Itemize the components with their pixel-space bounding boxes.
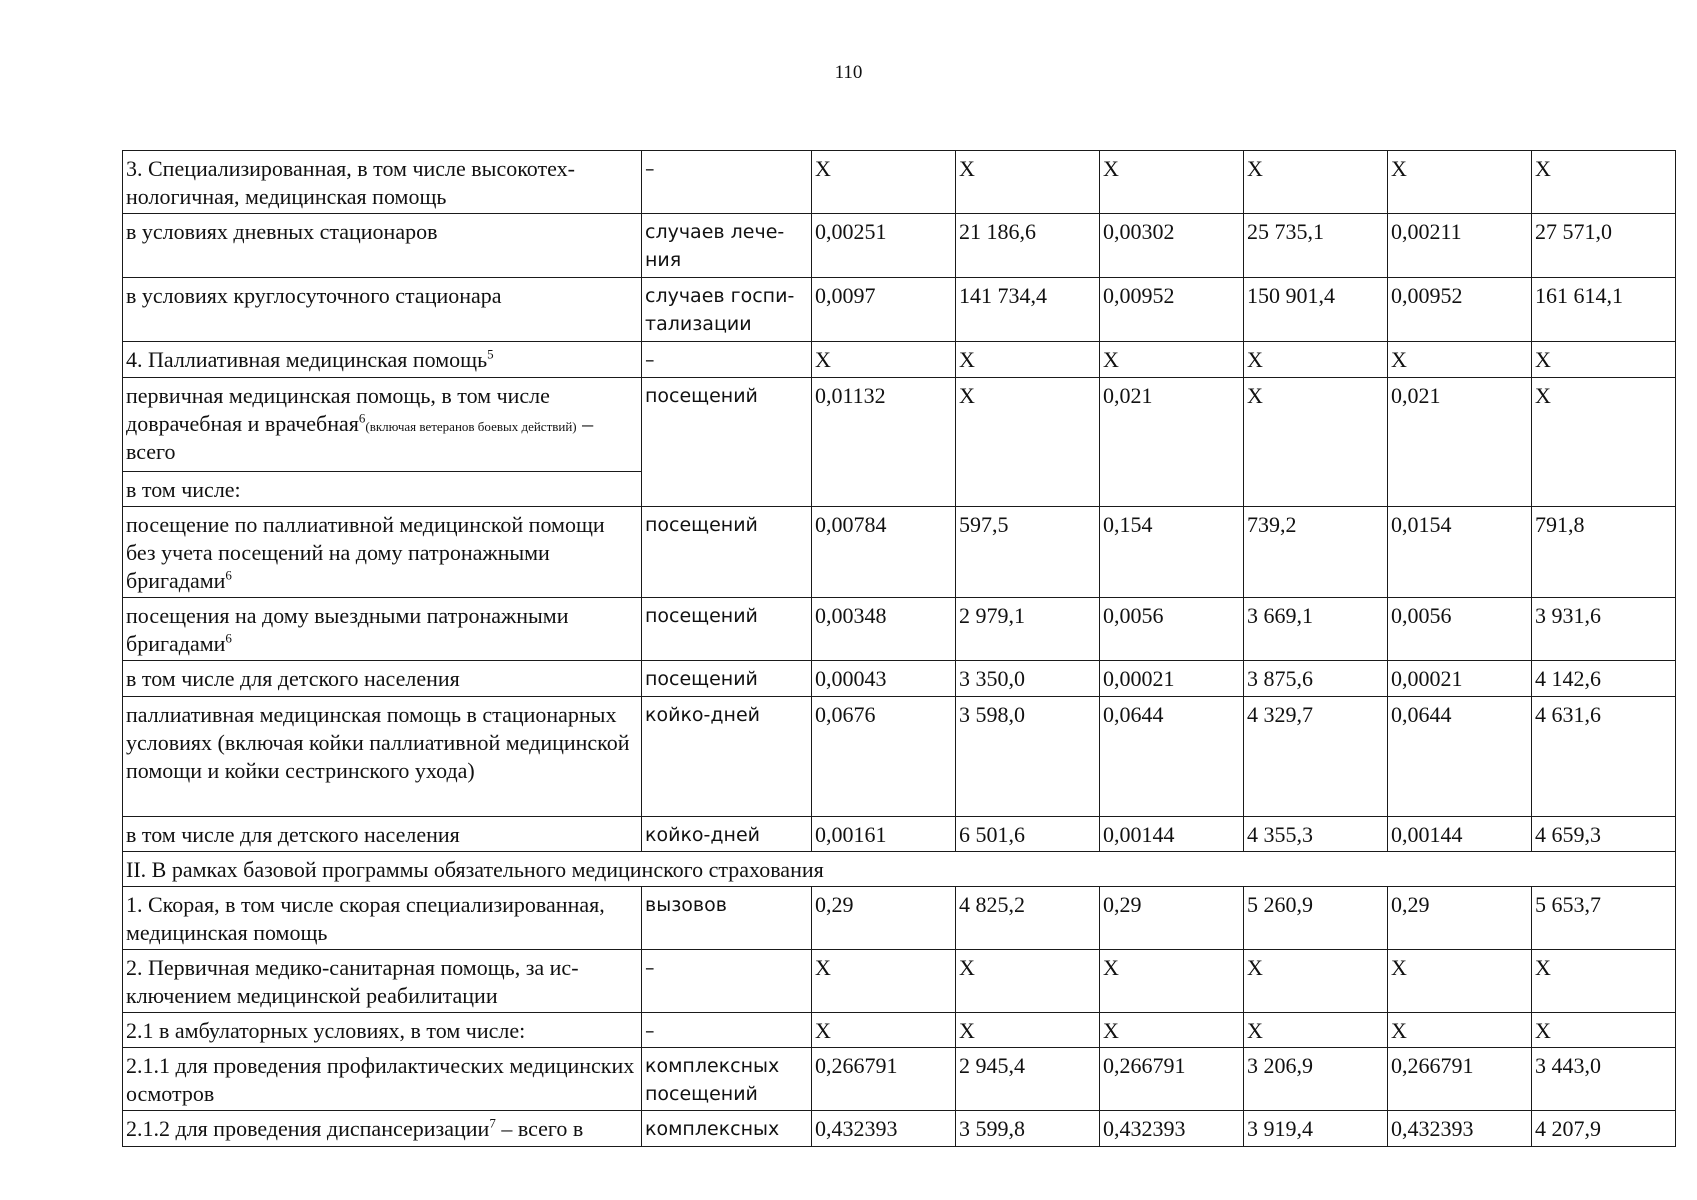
value-cell: Х <box>812 151 956 214</box>
value-cell: 0,00784 <box>812 507 956 598</box>
value-cell: 0,0154 <box>1388 507 1532 598</box>
value-cell: Х <box>1532 1013 1676 1048</box>
value-cell: Х <box>956 1013 1100 1048</box>
value-cell: 0,29 <box>1100 887 1244 950</box>
value-cell: 0,0097 <box>812 278 956 342</box>
value-cell: 3 875,6 <box>1244 661 1388 697</box>
value-cell: 0,00144 <box>1388 817 1532 852</box>
section-heading: II. В рамках базовой программы обязательного медицинского страхования <box>123 852 1676 887</box>
value-cell: 3 443,0 <box>1532 1048 1676 1111</box>
value-cell: Х <box>1388 342 1532 378</box>
value-cell: 25 735,1 <box>1244 214 1388 278</box>
table-row <box>123 697 1676 817</box>
value-cell: 0,00952 <box>1100 278 1244 342</box>
value-cell: 0,0676 <box>812 697 956 817</box>
value-cell: Х <box>1532 950 1676 1013</box>
footnote-mark: 7 <box>489 1115 496 1131</box>
row-label <box>123 507 642 598</box>
row-label-text: посещение по паллиативной медицинской помощи без учета посещений на дому патронажными бригадами <box>126 512 605 593</box>
value-cell: 2 979,1 <box>956 598 1100 661</box>
row-label: 3. Специализированная, в том числе высокотехнологичная, медицинская помощь <box>123 151 642 214</box>
unit-cell: случаев лечения <box>642 214 812 278</box>
section-row <box>123 852 1676 887</box>
table-row <box>123 598 1676 661</box>
value-cell: 4 142,6 <box>1532 661 1676 697</box>
value-cell: Х <box>956 342 1100 378</box>
row-label-text: посещения на дому выездными патронажными бригадами <box>126 603 569 656</box>
footnote-mark: 6 <box>225 630 232 646</box>
table-row <box>123 817 1676 852</box>
footnote-mark: 6 <box>225 567 232 583</box>
footnote-mark: 5 <box>487 346 494 362</box>
row-label: в условиях дневных стационаров <box>123 214 642 278</box>
value-cell: 0,432393 <box>1388 1111 1532 1147</box>
value-cell: 4 355,3 <box>1244 817 1388 852</box>
value-cell: Х <box>1100 950 1244 1013</box>
value-cell: Х <box>1100 151 1244 214</box>
row-label: 2. Первичная медико-санитарная помощь, за исключением медицинской реабилитации <box>123 950 642 1013</box>
value-cell: 0,0644 <box>1388 697 1532 817</box>
unit-cell: посещений <box>642 378 812 507</box>
value-cell: 27 571,0 <box>1532 214 1676 278</box>
value-cell: 0,01132 <box>812 378 956 507</box>
value-cell: 3 599,8 <box>956 1111 1100 1147</box>
value-cell: 2 945,4 <box>956 1048 1100 1111</box>
value-cell: 0,266791 <box>1100 1048 1244 1111</box>
table-row <box>123 1111 1676 1147</box>
value-cell: Х <box>1532 151 1676 214</box>
value-cell: 150 901,4 <box>1244 278 1388 342</box>
value-cell: 0,432393 <box>812 1111 956 1147</box>
value-cell: 0,0056 <box>1100 598 1244 661</box>
value-cell: Х <box>1100 342 1244 378</box>
value-cell: 4 631,6 <box>1532 697 1676 817</box>
table-row <box>123 661 1676 697</box>
value-cell: 0,00144 <box>1100 817 1244 852</box>
unit-cell: – <box>642 950 812 1013</box>
value-cell: Х <box>812 950 956 1013</box>
value-cell: 0,00952 <box>1388 278 1532 342</box>
table-row <box>123 507 1676 598</box>
row-label <box>123 378 642 472</box>
table-row <box>123 1013 1676 1048</box>
value-cell: 0,29 <box>812 887 956 950</box>
value-cell: Х <box>1244 378 1388 507</box>
value-cell: 3 669,1 <box>1244 598 1388 661</box>
row-label: 2.1.1 для проведения профилактических медицинских осмотров <box>123 1048 642 1111</box>
unit-cell: посещений <box>642 661 812 697</box>
value-cell: Х <box>1244 1013 1388 1048</box>
row-label <box>123 342 642 378</box>
value-cell: Х <box>1532 378 1676 507</box>
row-label <box>123 598 642 661</box>
row-label: в том числе: <box>123 472 642 507</box>
unit-cell: – <box>642 1013 812 1048</box>
unit-cell: посещений <box>642 507 812 598</box>
row-label: в условиях круглосуточного стационара <box>123 278 642 342</box>
value-cell: 0,00021 <box>1100 661 1244 697</box>
value-cell: 0,021 <box>1388 378 1532 507</box>
table-row <box>123 1048 1676 1111</box>
value-cell: 0,29 <box>1388 887 1532 950</box>
value-cell: 6 501,6 <box>956 817 1100 852</box>
row-label-note: (включая ветеранов боевых действий) <box>365 419 577 434</box>
row-label: в том числе для детского населения <box>123 661 642 697</box>
table-row <box>123 950 1676 1013</box>
row-label-text: 2.1.2 для проведения диспансеризации <box>126 1116 490 1141</box>
value-cell: 0,00251 <box>812 214 956 278</box>
row-label-suffix: – всего в <box>495 1116 584 1141</box>
value-cell: Х <box>956 950 1100 1013</box>
row-label-text: 4. Паллиативная медицинская помощь <box>126 347 488 372</box>
value-cell: 4 207,9 <box>1532 1111 1676 1147</box>
value-cell: 0,0056 <box>1388 598 1532 661</box>
row-label: 2.1 в амбулаторных условиях, в том числе: <box>123 1013 642 1048</box>
value-cell: Х <box>812 1013 956 1048</box>
unit-cell: койко-дней <box>642 817 812 852</box>
value-cell: 0,00211 <box>1388 214 1532 278</box>
unit-cell: койко-дней <box>642 697 812 817</box>
value-cell: 3 931,6 <box>1532 598 1676 661</box>
page-number: 110 <box>834 62 863 83</box>
value-cell: Х <box>1388 1013 1532 1048</box>
value-cell: 3 598,0 <box>956 697 1100 817</box>
value-cell: 0,266791 <box>812 1048 956 1111</box>
value-cell: Х <box>1388 151 1532 214</box>
value-cell: 0,0644 <box>1100 697 1244 817</box>
value-cell: 739,2 <box>1244 507 1388 598</box>
unit-cell: – <box>642 151 812 214</box>
unit-cell: комплексных посещений <box>642 1048 812 1111</box>
value-cell: 5 260,9 <box>1244 887 1388 950</box>
row-label-text: первичная медицинская помощь, в том числе доврачебная и врачебная <box>126 383 550 436</box>
value-cell: 161 614,1 <box>1532 278 1676 342</box>
value-cell: 0,266791 <box>1388 1048 1532 1111</box>
value-cell: 4 825,2 <box>956 887 1100 950</box>
value-cell: 0,00302 <box>1100 214 1244 278</box>
value-cell: 4 659,3 <box>1532 817 1676 852</box>
value-cell: Х <box>1388 950 1532 1013</box>
table-row <box>123 342 1676 378</box>
row-label <box>123 1111 642 1147</box>
row-label: в том числе для детского населения <box>123 817 642 852</box>
row-label-suffix: – всего <box>126 411 594 464</box>
value-cell: Х <box>1244 342 1388 378</box>
unit-cell: посещений <box>642 598 812 661</box>
unit-cell: вызовов <box>642 887 812 950</box>
value-cell: Х <box>1244 151 1388 214</box>
table-row <box>123 214 1676 278</box>
table-row <box>123 278 1676 342</box>
table-row <box>123 378 1676 472</box>
value-cell: Х <box>956 151 1100 214</box>
value-cell: 5 653,7 <box>1532 887 1676 950</box>
value-cell: 0,154 <box>1100 507 1244 598</box>
unit-cell: – <box>642 342 812 378</box>
value-cell: 0,432393 <box>1100 1111 1244 1147</box>
value-cell: 3 919,4 <box>1244 1111 1388 1147</box>
value-cell: 597,5 <box>956 507 1100 598</box>
value-cell: 0,00348 <box>812 598 956 661</box>
value-cell: Х <box>812 342 956 378</box>
unit-cell: комплексных <box>642 1111 812 1147</box>
table-row <box>123 151 1676 214</box>
document-table <box>122 150 1676 1147</box>
unit-cell: случаев госпитализации <box>642 278 812 342</box>
value-cell: Х <box>1244 950 1388 1013</box>
value-cell: 3 206,9 <box>1244 1048 1388 1111</box>
row-label: паллиативная медицинская помощь в стационарных условиях (включая койки паллиативной медицинской помощи и койки сестринского ухода) <box>123 697 642 817</box>
row-label: 1. Скорая, в том числе скорая специализированная, медицинская помощь <box>123 887 642 950</box>
footnote-mark: 6 <box>358 410 366 426</box>
value-cell: 3 350,0 <box>956 661 1100 697</box>
value-cell: 0,00043 <box>812 661 956 697</box>
value-cell: Х <box>956 378 1100 507</box>
value-cell: 21 186,6 <box>956 214 1100 278</box>
value-cell: 0,021 <box>1100 378 1244 507</box>
value-cell: 791,8 <box>1532 507 1676 598</box>
value-cell: Х <box>1532 342 1676 378</box>
value-cell: 0,00161 <box>812 817 956 852</box>
value-cell: 0,00021 <box>1388 661 1532 697</box>
value-cell: 141 734,4 <box>956 278 1100 342</box>
table-row <box>123 887 1676 950</box>
value-cell: 4 329,7 <box>1244 697 1388 817</box>
value-cell: Х <box>1100 1013 1244 1048</box>
